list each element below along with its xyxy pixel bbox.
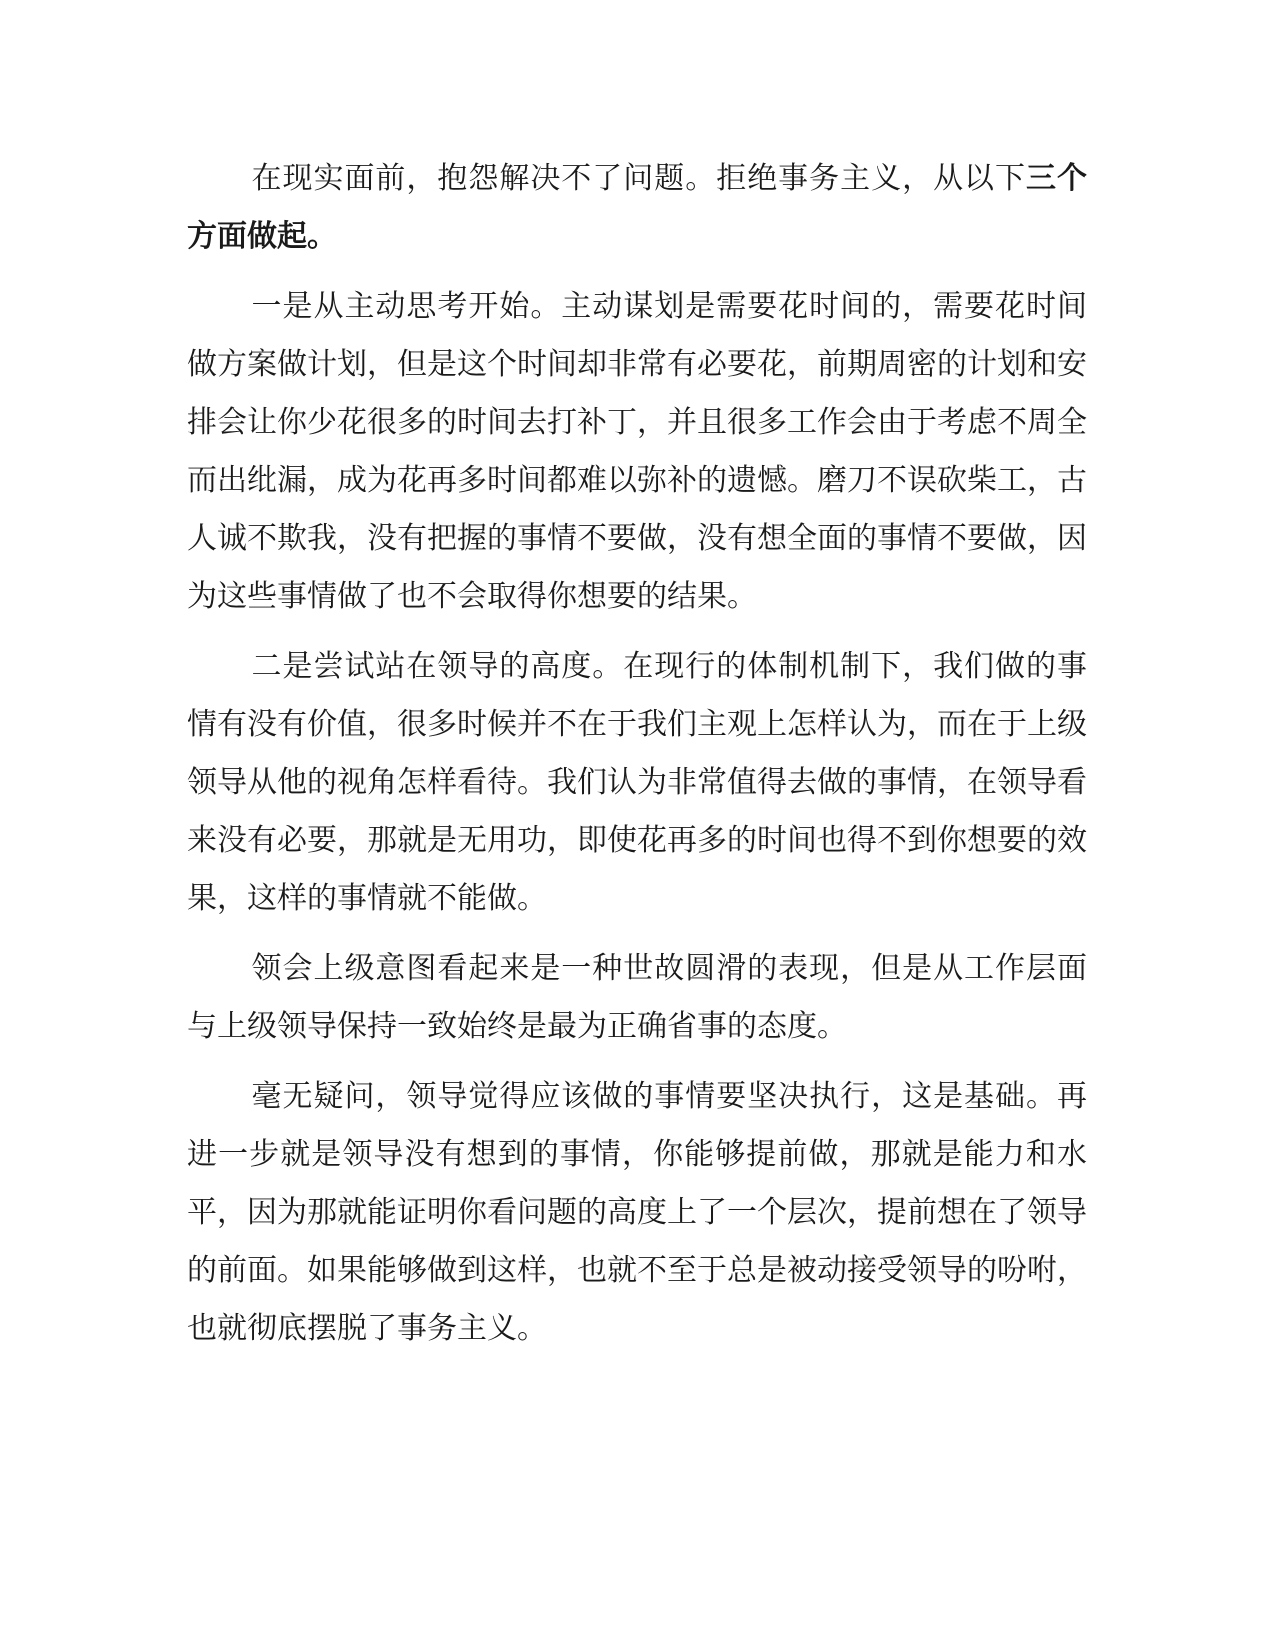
paragraph-point-two: 二是尝试站在领导的高度。在现行的体制机制下，我们做的事情有没有价值，很多时候并不在于我们主观上怎样认为，而在于上级领导从他的视角怎样看待。我们认为非常值得去做的事情，在领导看来没有必要，那就是无用功，即使花再多的时间也得不到你想要的效果，这样的事情就不能做。	[187, 649, 1087, 916]
paragraph-point-one: 一是从主动思考开始。主动谋划是需要花时间的，需要花时间做方案做计划，但是这个时间却非常有必要花，前期周密的计划和安排会让你少花很多的时间去打补丁，并且很多工作会由于考虑不周全而出纰漏，成为花再多时间都难以弥补的遗憾。磨刀不误砍柴工，古人诚不欺我，没有把握的事情不要做，没有想全面的事情不要做，因为这些事情做了也不会取得你想要的结果。	[187, 289, 1087, 614]
paragraph-understanding-intent: 领会上级意图看起来是一种世故圆滑的表现，但是从工作层面与上级领导保持一致始终是最为正确省事的态度。	[187, 951, 1087, 1044]
document-page	[187, 150, 1087, 1370]
paragraph-intro-text: 在现实面前，抱怨解决不了问题。拒绝事务主义，从以下	[251, 161, 1027, 196]
paragraph-intro	[187, 150, 1087, 266]
paragraph-conclusion: 毫无疑问，领导觉得应该做的事情要坚决执行，这是基础。再进一步就是领导没有想到的事情，你能够提前做，那就是能力和水平，因为那就能证明你看问题的高度上了一个层次，提前想在了领导的前面。如果能够做到这样，也就不至于总是被动接受领导的吩咐，也就彻底摆脱了事务主义。	[187, 1079, 1087, 1346]
paragraph-intro-bold-text: 三个方面做起。	[187, 161, 1088, 254]
